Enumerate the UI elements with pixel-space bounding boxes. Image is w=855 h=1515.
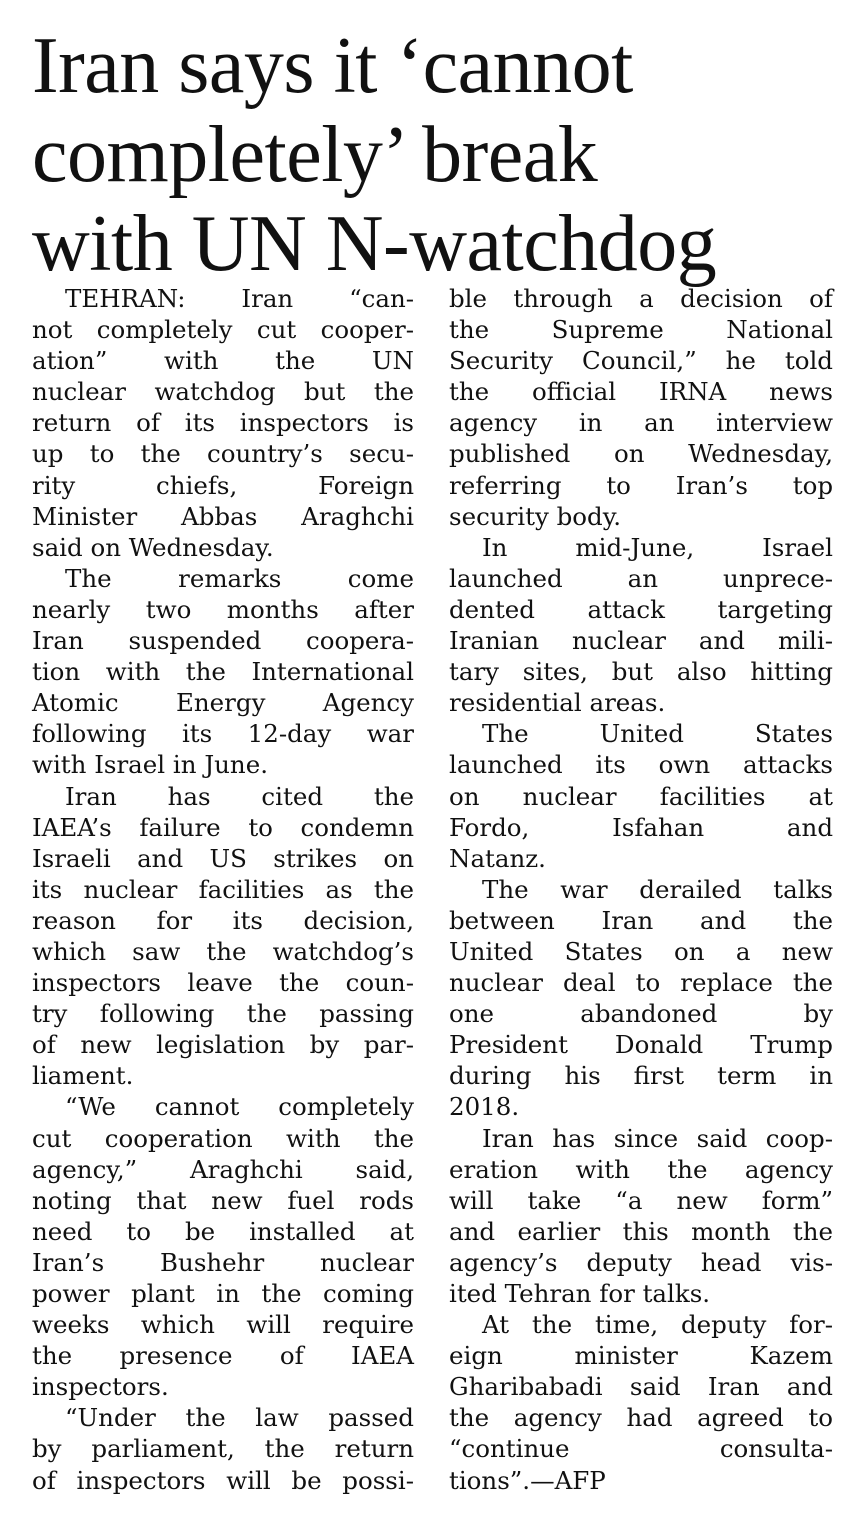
text-line: The United States bbox=[482, 719, 833, 749]
text-line: At the time, deputy for- bbox=[482, 1310, 833, 1340]
text-line: 2018. bbox=[449, 1092, 520, 1122]
text-line: Gharibabadi said Iran and bbox=[449, 1372, 833, 1402]
text-line: the agency had agreed to bbox=[449, 1403, 833, 1433]
text-line: nuclear deal to replace the bbox=[449, 968, 833, 998]
text-line: In mid-June, Israel bbox=[482, 532, 833, 562]
text-line: ited Tehran for talks. bbox=[449, 1279, 711, 1308]
text-line: TEHRAN: Iran “can- bbox=[65, 284, 414, 313]
text-line: tions”.—AFP bbox=[449, 1465, 606, 1495]
text-line: return of its inspectors is bbox=[32, 408, 414, 438]
text-line: rity chiefs, Foreign bbox=[32, 470, 414, 500]
text-line: Israeli and US strikes on bbox=[32, 843, 414, 873]
text-line: nuclear watchdog but the bbox=[32, 377, 414, 407]
body-column-left bbox=[32, 283, 414, 1496]
text-line: following its 12-day war bbox=[32, 719, 414, 749]
headline-line: completely’ break bbox=[32, 111, 598, 199]
body-column-right bbox=[449, 283, 833, 1496]
text-line: “We cannot completely bbox=[65, 1092, 414, 1122]
text-line: inspectors. bbox=[32, 1372, 169, 1402]
text-line: Natanz. bbox=[449, 843, 546, 873]
text-line: eration with the agency bbox=[449, 1154, 833, 1184]
text-line: residential areas. bbox=[449, 688, 666, 718]
text-line: of inspectors will be possi- bbox=[32, 1465, 414, 1495]
text-line: during his first term in bbox=[449, 1061, 833, 1091]
text-line: Fordo, Isfahan and bbox=[449, 812, 833, 842]
text-line: one abandoned by bbox=[449, 999, 833, 1029]
text-line: Iran suspended coopera- bbox=[32, 626, 414, 656]
text-line: United States on a new bbox=[449, 936, 833, 966]
text-line: launched its own attacks bbox=[449, 750, 833, 780]
text-line: by parliament, the return bbox=[32, 1434, 414, 1464]
text-line: published on Wednesday, bbox=[449, 439, 833, 469]
text-line: inspectors leave the coun- bbox=[32, 968, 414, 998]
text-line: with Israel in June. bbox=[32, 750, 268, 780]
text-line: agency’s deputy head vis- bbox=[449, 1247, 833, 1277]
text-line: will take “a new form” bbox=[449, 1185, 833, 1215]
text-line: Minister Abbas Araghchi bbox=[32, 501, 414, 531]
text-line: tary sites, but also hitting bbox=[449, 657, 833, 687]
text-line: reason for its decision, bbox=[32, 905, 414, 935]
text-line: President Donald Trump bbox=[449, 1030, 833, 1060]
text-line: tion with the International bbox=[32, 657, 414, 687]
text-line: and earlier this month the bbox=[449, 1216, 833, 1246]
text-line: dented attack targeting bbox=[449, 594, 833, 624]
text-line: its nuclear facilities as the bbox=[32, 874, 414, 904]
text-line: of new legislation by par- bbox=[32, 1030, 414, 1060]
text-line: Iran’s Bushehr nuclear bbox=[32, 1247, 414, 1277]
text-line: liament. bbox=[32, 1061, 134, 1091]
text-line: referring to Iran’s top bbox=[449, 470, 833, 500]
text-line: IAEA’s failure to condemn bbox=[32, 812, 414, 842]
text-line: the Supreme National bbox=[449, 315, 833, 345]
text-line: ble through a decision of bbox=[449, 284, 833, 313]
text-line: between Iran and the bbox=[449, 905, 833, 935]
paragraph bbox=[449, 1123, 833, 1310]
headline bbox=[32, 22, 832, 289]
text-line: ation” with the UN bbox=[32, 346, 414, 376]
paragraph bbox=[32, 781, 414, 1092]
headline-line: with UN N-watchdog bbox=[32, 200, 717, 288]
paragraph bbox=[449, 532, 833, 719]
headline-line: Iran says it ‘cannot bbox=[32, 22, 633, 110]
text-line: Iran has cited the bbox=[65, 781, 414, 811]
paragraph bbox=[449, 718, 833, 873]
text-line: agency in an interview bbox=[449, 408, 833, 438]
text-line: eign minister Kazem bbox=[449, 1341, 833, 1371]
text-line: cut cooperation with the bbox=[32, 1123, 414, 1153]
text-line: The remarks come bbox=[65, 563, 414, 593]
paragraph bbox=[449, 874, 833, 1123]
text-line: power plant in the coming bbox=[32, 1279, 414, 1308]
text-line: weeks which will require bbox=[32, 1310, 414, 1340]
text-line: “continue consulta- bbox=[449, 1434, 833, 1464]
text-line: said on Wednesday. bbox=[32, 532, 274, 562]
text-line: Iran has since said coop- bbox=[482, 1123, 833, 1153]
paragraph bbox=[32, 283, 414, 563]
text-line: Iranian nuclear and mili- bbox=[449, 626, 833, 656]
text-line: on nuclear facilities at bbox=[449, 781, 833, 811]
text-line: the official IRNA news bbox=[449, 377, 833, 407]
paragraph bbox=[449, 1309, 833, 1496]
text-line: agency,” Araghchi said, bbox=[32, 1154, 414, 1184]
text-line: not completely cut cooper- bbox=[32, 315, 414, 345]
paragraph bbox=[32, 1402, 414, 1495]
text-line: need to be installed at bbox=[32, 1216, 414, 1246]
text-line: nearly two months after bbox=[32, 594, 414, 624]
text-line: launched an unprece- bbox=[449, 563, 833, 593]
text-line: The war derailed talks bbox=[482, 874, 833, 904]
paragraph bbox=[32, 1091, 414, 1402]
text-line: Atomic Energy Agency bbox=[32, 688, 414, 718]
text-line: try following the passing bbox=[32, 999, 414, 1029]
text-line: Security Council,” he told bbox=[449, 346, 833, 376]
paragraph bbox=[32, 563, 414, 781]
paragraph bbox=[449, 283, 833, 532]
text-line: which saw the watchdog’s bbox=[32, 936, 414, 966]
text-line: the presence of IAEA bbox=[32, 1341, 414, 1371]
text-line: security body. bbox=[449, 501, 622, 531]
text-line: noting that new fuel rods bbox=[32, 1185, 414, 1215]
text-line: up to the country’s secu- bbox=[32, 439, 414, 469]
text-line: “Under the law passed bbox=[65, 1403, 414, 1433]
